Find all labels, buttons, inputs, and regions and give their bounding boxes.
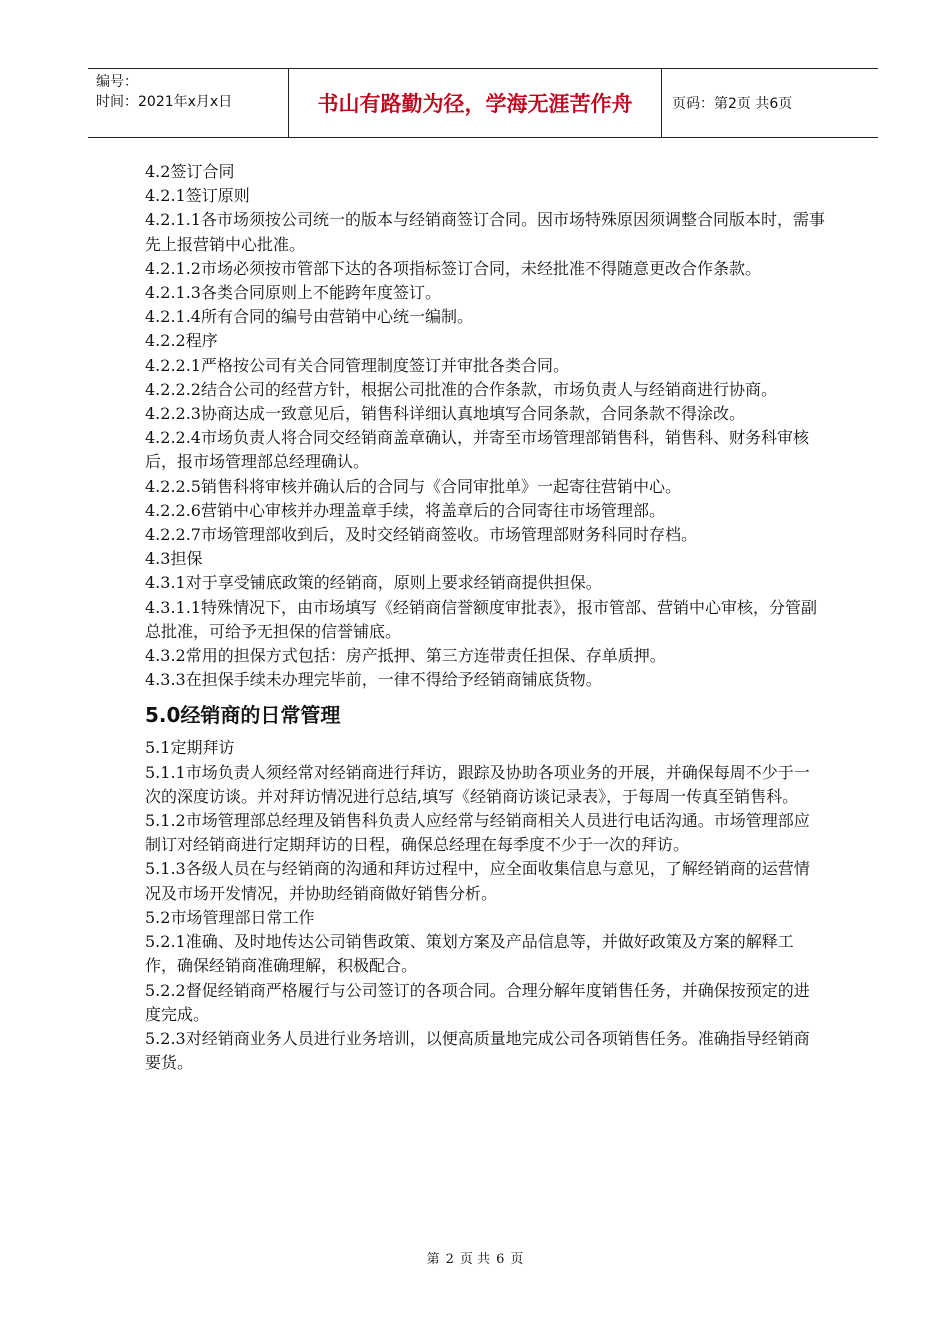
paragraph: 5.1.1市场负责人须经常对经销商进行拜访，跟踪及协助各项业务的开展，并确保每周不少于一次的深度访谈。并对拜访情况进行总结,填写《经销商访谈记录表》，于每周一传真至销售科。 — [145, 762, 810, 806]
paragraph: 5.2市场管理部日常工作 — [145, 907, 315, 927]
header-page-info: 页码：第2页 共6页 — [672, 96, 793, 112]
contract-section — [145, 160, 825, 692]
paragraph: 4.2.1.4所有合同的编号由营销中心统一编制。 — [145, 307, 473, 327]
section-heading: 5.0经销商的日常管理 — [145, 703, 341, 728]
paragraph: 4.2.1.2市场必须按市管部下达的各项指标签订合同，未经批准不得随意更改合作条款。 — [145, 258, 761, 278]
footer-suffix: 页 — [510, 1252, 524, 1267]
daily-management-section — [145, 736, 825, 1075]
paragraph: 4.2.2.2结合公司的经营方针，根据公司批准的合作条款，市场负责人与经销商进行协商。 — [145, 379, 777, 399]
paragraph: 4.3.2常用的担保方式包括：房产抵押、第三方连带责任担保、存单质押。 — [145, 646, 666, 666]
paragraph: 4.2.1签订原则 — [145, 186, 250, 206]
paragraph: 4.2.1.3各类合同原则上不能跨年度签订。 — [145, 283, 441, 303]
paragraph: 4.3.1.1特殊情况下，由市场填写《经销商信誉额度审批表》，报市管部、营销中心审核，分管副总批准，可给予无担保的信誉铺底。 — [145, 597, 817, 641]
footer-current-page: 2 — [445, 1252, 454, 1267]
paragraph: 4.2.2.6营销中心审核并办理盖章手续，将盖章后的合同寄往市场管理部。 — [145, 500, 665, 520]
footer-prefix: 第 — [426, 1252, 440, 1267]
paragraph: 5.2.3对经销商业务人员进行业务培训，以便高质量地完成公司各项销售任务。准确指导经销商要货。 — [145, 1028, 810, 1073]
paragraph: 5.1.2市场管理部总经理及销售科负责人应经常与经销商相关人员进行电话沟通。市场管理部应制订对经销商进行定期拜访的日程，确保总经理在每季度不少于一次的拜访。 — [145, 811, 810, 855]
paragraph: 4.2签订合同 — [145, 162, 235, 181]
paragraph: 4.2.2程序 — [145, 331, 218, 351]
paragraph: 4.2.2.4市场负责人将合同交经销商盖章确认，并寄至市场管理部销售科，销售科、财务科审核后，报市场管理部总经理确认。 — [145, 428, 809, 472]
paragraph: 4.2.2.5销售科将审核并确认后的合同与《合同审批单》一起寄往营销中心。 — [145, 476, 681, 496]
paragraph: 4.2.2.7市场管理部收到后，及时交经销商签收。市场管理部财务科同时存档。 — [145, 525, 697, 545]
footer-middle: 页 共 — [459, 1252, 491, 1267]
paragraph: 5.2.1准确、及时地传达公司销售政策、策划方案及产品信息等，并做好政策及方案的解释工作，确保经销商准确理解，积极配合。 — [145, 932, 794, 976]
paragraph: 4.3担保 — [145, 549, 203, 569]
document-number-label: 编号： — [96, 74, 138, 90]
paragraph: 4.2.1.1各市场须按公司统一的版本与经销商签订合同。因市场特殊原因须调整合同版本时，需事先上报营销中心批准。 — [145, 210, 825, 254]
paragraph: 5.1定期拜访 — [145, 738, 235, 758]
paragraph: 4.2.2.3协商达成一致意见后，销售科详细认真地填写合同条款，合同条款不得涂改。 — [145, 404, 745, 424]
paragraph: 4.3.1对于享受铺底政策的经销商，原则上要求经销商提供担保。 — [145, 573, 602, 593]
paragraph: 4.2.2.1严格按公司有关合同管理制度签订并审批各类合同。 — [145, 355, 569, 375]
header-table — [88, 68, 878, 138]
paragraph: 5.2.2督促经销商严格履行与公司签订的各项合同。合理分解年度销售任务，并确保按预定的进度完成。 — [145, 980, 810, 1024]
header-motto: 书山有路勤为径，学海无涯苦作舟 — [288, 69, 662, 137]
document-body — [145, 160, 825, 1075]
paragraph: 4.3.3在担保手续未办理完毕前，一律不得给予经销商铺底货物。 — [145, 670, 602, 690]
document-time: 时间：2021年x月x日 — [96, 94, 233, 110]
page-footer — [0, 1248, 950, 1267]
footer-total-pages: 6 — [496, 1252, 505, 1267]
header-meta-cell — [88, 69, 288, 137]
paragraph: 5.1.3各级人员在与经销商的沟通和拜访过程中，应全面收集信息与意见，了解经销商的运营情况及市场开发情况，并协助经销商做好销售分析。 — [145, 859, 810, 903]
